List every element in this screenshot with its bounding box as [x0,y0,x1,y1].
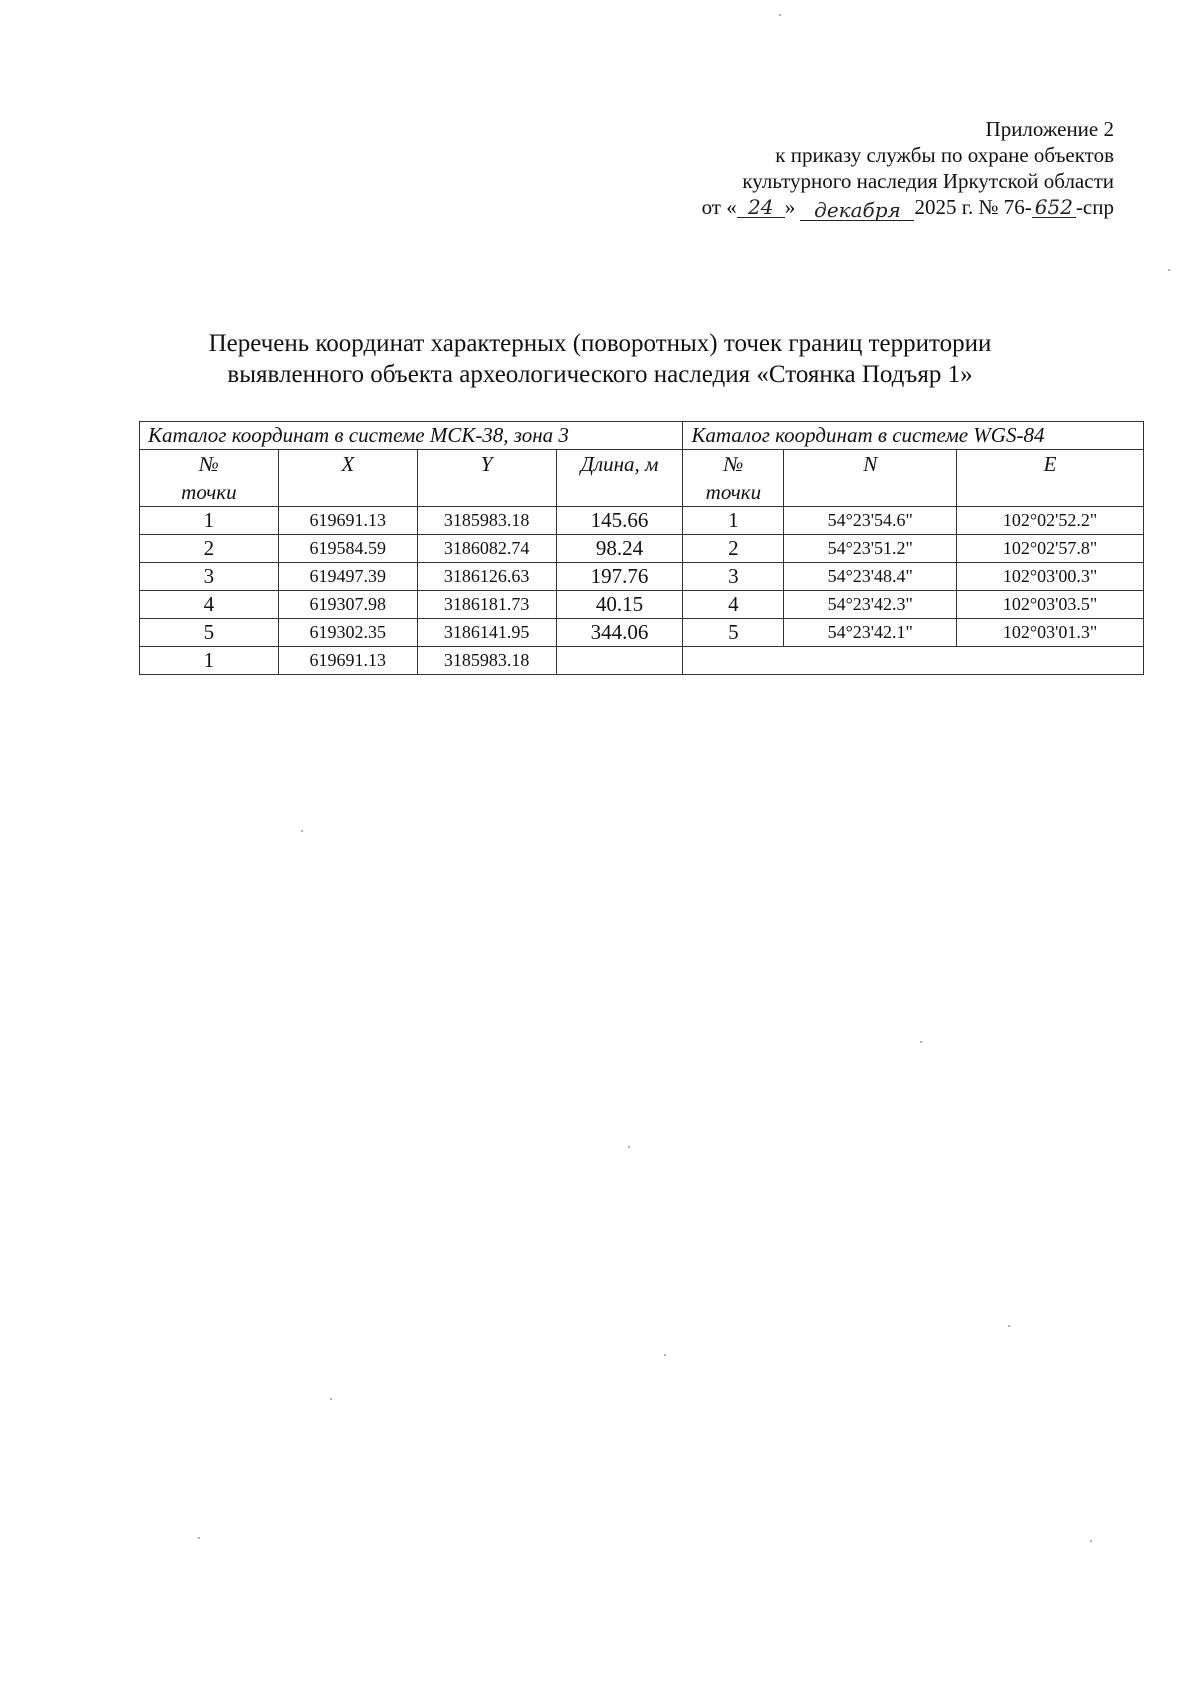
annex-title: Приложение 2 [985,117,1114,141]
annex-block [702,116,1114,220]
coordinates-table [139,421,1144,675]
wgs-point-number-header [683,450,784,507]
annex-date-line [702,194,1114,220]
msk-catalog-header: Каталог координат в системе МСК-38, зона 3 [140,422,683,450]
handwritten-order-number: 652 [1032,197,1076,218]
length-cell: 98.24 [556,535,683,563]
scan-speck [1168,269,1170,271]
number-sign: № [199,452,219,476]
wgs-point-cell: 5 [683,619,784,647]
wgs-point-cell: 2 [683,535,784,563]
scan-speck [779,14,781,16]
point-word: точки [705,480,762,504]
length-cell: 197.76 [556,563,683,591]
table-row [140,507,1144,535]
msk-point-number-header [140,450,279,507]
scan-speck [1090,1540,1092,1542]
annex-order-ref: к приказу службы по охране объектов [775,143,1114,167]
n-cell: 54°23'42.1" [784,619,957,647]
x-cell: 619691.13 [278,507,417,535]
n-header: N [784,450,957,507]
e-header: E [957,450,1144,507]
wgs-point-cell: 1 [683,507,784,535]
msk-point-cell: 2 [140,535,279,563]
y-cell: 3186082.74 [417,535,556,563]
point-word: точки [181,480,237,504]
number-sign: № [723,452,744,476]
n-cell: 54°23'48.4" [784,563,957,591]
order-suffix: -спр [1075,195,1114,219]
wgs-point-cell: 4 [683,591,784,619]
msk-point-cell: 5 [140,619,279,647]
scan-speck [920,1041,922,1043]
x-cell: 619584.59 [278,535,417,563]
table-row [140,563,1144,591]
table-row [140,535,1144,563]
document-title [0,328,1200,390]
e-cell: 102°03'03.5" [957,591,1144,619]
y-cell: 3186126.63 [417,563,556,591]
length-header: Длина, м [556,450,683,507]
y-cell: 3185983.18 [417,647,556,675]
length-cell [556,647,683,675]
table-row [140,591,1144,619]
scan-speck [301,830,303,832]
scan-speck [664,1354,666,1356]
n-cell: 54°23'51.2" [784,535,957,563]
x-header: X [278,450,417,507]
scan-speck [628,1146,630,1148]
scan-speck [198,1537,200,1539]
x-cell: 619497.39 [278,563,417,591]
date-prefix: от « [701,195,737,219]
x-cell: 619691.13 [278,647,417,675]
y-cell: 3185983.18 [417,507,556,535]
e-cell: 102°02'52.2" [957,507,1144,535]
year-and-number: 2025 г. № 76- [914,195,1032,219]
empty-wgs-cell [683,647,1144,675]
wgs-point-cell: 3 [683,563,784,591]
y-cell: 3186181.73 [417,591,556,619]
y-header: Y [417,450,556,507]
y-cell: 3186141.95 [417,619,556,647]
e-cell: 102°03'00.3" [957,563,1144,591]
e-cell: 102°02'57.8" [957,535,1144,563]
wgs-catalog-header: Каталог координат в системе WGS-84 [683,422,1144,450]
msk-point-cell: 3 [140,563,279,591]
msk-point-cell: 1 [140,507,279,535]
scan-speck [1008,1325,1010,1327]
e-cell: 102°03'01.3" [957,619,1144,647]
n-cell: 54°23'42.3" [784,591,957,619]
handwritten-day: 24 [737,197,785,218]
x-cell: 619302.35 [278,619,417,647]
group-header-row [140,422,1144,450]
length-cell: 145.66 [556,507,683,535]
table-row [140,619,1144,647]
annex-authority: культурного наследия Иркутской области [742,169,1114,193]
handwritten-month: декабря [800,200,914,221]
msk-point-cell: 4 [140,591,279,619]
length-cell: 344.06 [556,619,683,647]
date-quote-close: » [784,195,796,219]
x-cell: 619307.98 [278,591,417,619]
n-cell: 54°23'54.6" [784,507,957,535]
title-line-2: выявленного объекта археологического наследия «Стоянка Подъяр 1» [227,361,973,388]
table-row [140,647,1144,675]
msk-point-cell: 1 [140,647,279,675]
column-header-row [140,450,1144,507]
scan-speck [330,1398,332,1400]
length-cell: 40.15 [556,591,683,619]
title-line-1: Перечень координат характерных (поворотных) точек границ территории [208,330,992,357]
